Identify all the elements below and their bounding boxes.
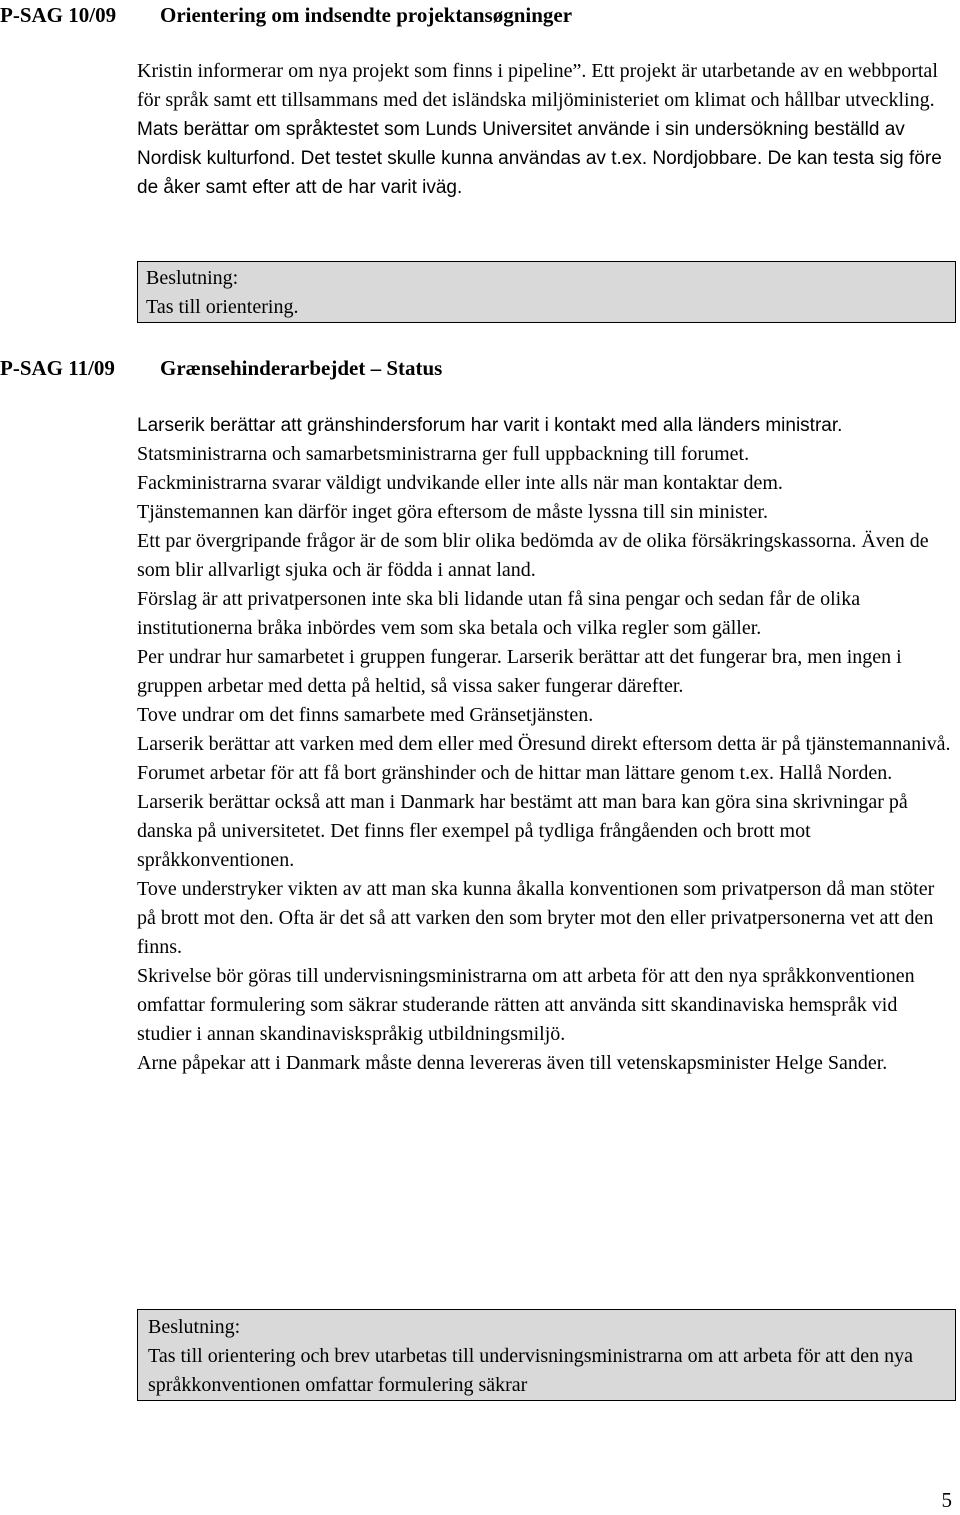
section-heading-10-09 bbox=[0, 2, 572, 28]
paragraph-mats: Mats berättar om språktestet som Lunds Universitet använde i sin undersökning beställd av Nordisk kulturfond. Det testet skulle kunna användas av t.ex. Nordjobbare. De kan testa sig före de åker samt efter att de har varit iväg. bbox=[137, 119, 942, 198]
decision-box-11-09 bbox=[137, 1309, 956, 1401]
decision-label: Beslutning: bbox=[148, 1316, 241, 1338]
paragraph-line: Larserik berättar att varken med dem eller med Öresund direkt eftersom detta är på tjänstemannanivå. Forumet arbetar för att få bort gränshinder och de hittar man lättare genom t.ex. Hallå Norden. bbox=[137, 733, 951, 784]
decision-text: Tas till orientering. bbox=[146, 296, 299, 318]
section-title: Grænsehinderarbejdet – Status bbox=[160, 356, 443, 380]
paragraph-line: Tove undrar om det finns samarbete med Gränsetjänsten. bbox=[137, 704, 594, 726]
section-heading-11-09 bbox=[0, 355, 442, 381]
paragraph-line: Larserik berättar också att man i Danmark har bestämt att man bara kan göra sina skrivningar på danska på universitetet. Det finns fler exempel på tydliga frångåenden och brott mot språkkonventionen. bbox=[137, 791, 908, 871]
page-number: 5 bbox=[941, 1488, 952, 1512]
section-code: P-SAG 10/09 bbox=[0, 3, 117, 27]
paragraph-line: Skrivelse bör göras till undervisningsministrarna om att arbeta för att den nya språkkonventionen omfattar formulering som säkrar studerande rätten att använda sitt skandinaviska hemspråk vid studier i annan skandinaviskspråkig utbildningsmiljö. bbox=[137, 965, 915, 1045]
section-11-09-body bbox=[137, 411, 953, 1078]
paragraph-kristin: Kristin informerar om nya projekt som finns i pipeline”. Ett projekt är utarbetande av en webbportal för språk samt ett tillsammans med det isländska miljöministeriet om klimat och hållbar utveckling. bbox=[137, 60, 938, 111]
paragraph-larserik: Larserik berättar att gränshindersforum har varit i kontakt med alla länders ministrar. bbox=[137, 415, 843, 436]
paragraph-line: Fackministrarna svarar väldigt undvikande eller inte alls när man kontaktar dem. bbox=[137, 472, 783, 494]
paragraph-line: Statsministrarna och samarbetsministrarna ger full uppbackning till forumet. bbox=[137, 443, 750, 465]
decision-text: Tas till orientering och brev utarbetas till undervisningsministrarna om att arbeta för att den nya språkkonventionen omfattar formulering säkrar bbox=[148, 1345, 914, 1396]
decision-box-10-09 bbox=[137, 261, 956, 323]
paragraph-line: Arne påpekar att i Danmark måste denna levereras även till vetenskapsminister Helge Sander. bbox=[137, 1052, 888, 1074]
paragraph-line: Ett par övergripande frågor är de som blir olika bedömda av de olika försäkringskassorna. Även de som blir allvarligt sjuka och är födda i annat land. bbox=[137, 530, 929, 581]
paragraph-line: Tove understryker vikten av att man ska kunna åkalla konventionen som privatperson då man stöter på brott mot den. Ofta är det så att varken den som bryter mot den eller privatpersonerna vet att den finns. bbox=[137, 878, 935, 958]
paragraph-line: Förslag är att privatpersonen inte ska bli lidande utan få sina pengar och sedan får de olika institutionerna bråka inbördes vem som ska betala och vilka regler som gäller. bbox=[137, 588, 861, 639]
section-title: Orientering om indsendte projektansøgninger bbox=[160, 3, 573, 27]
section-10-09-body bbox=[137, 57, 953, 202]
paragraph-line: Per undrar hur samarbetet i gruppen fungerar. Larserik berättar att det fungerar bra, men ingen i gruppen arbetar med detta på heltid, så vissa saker fungerar därefter. bbox=[137, 646, 902, 697]
paragraph-line: Tjänstemannen kan därför inget göra eftersom de måste lyssna till sin minister. bbox=[137, 501, 768, 523]
section-code: P-SAG 11/09 bbox=[0, 356, 115, 380]
decision-label: Beslutning: bbox=[146, 267, 239, 289]
